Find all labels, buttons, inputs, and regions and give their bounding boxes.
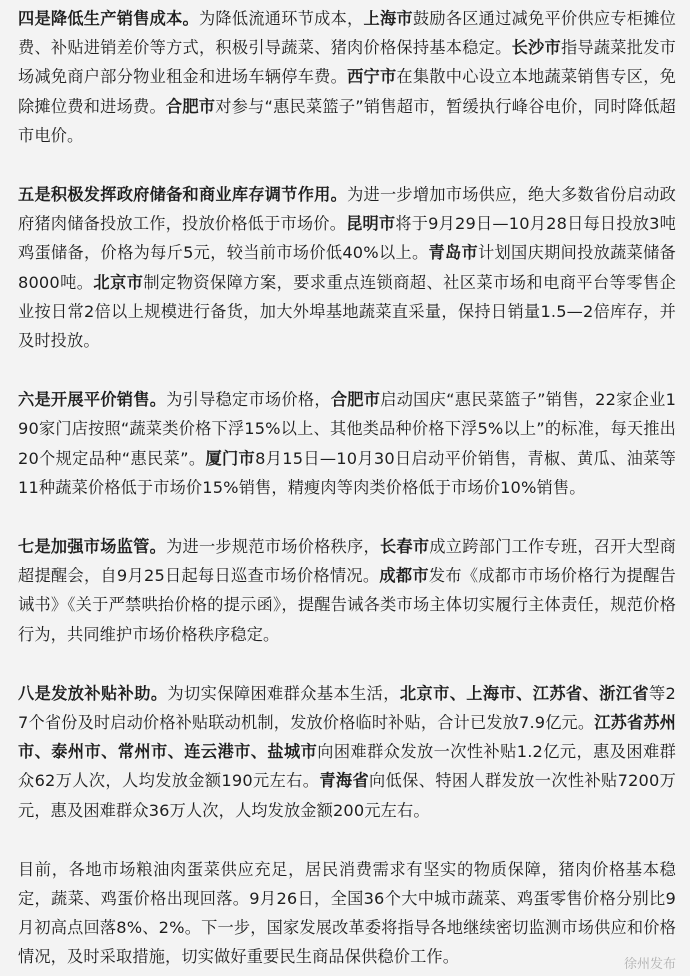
body-text: 在集散中心设立本地蔬菜销售专区，免除摊位费和进场费。 xyxy=(18,67,676,116)
body-text: 启动国庆“惠民菜篮子”销售，22家企业190家门店按照“蔬菜类价格下浮15%以上、其他类品种价格下浮5%以上”的标准，每天推出20个规定品种“惠民菜”。 xyxy=(18,390,677,468)
body-text: 鼓励各区通过减免平价供应专柜摊位费、补贴进销差价等方式，积极引导蔬菜、猪肉价格保持基本稳定。 xyxy=(18,9,676,58)
body-text: 为降低流通环节成本， xyxy=(198,9,364,28)
paragraph-subsidies xyxy=(18,679,676,825)
emphasis-text: 青海省 xyxy=(319,771,370,791)
emphasis-text: 成都市 xyxy=(379,566,429,586)
body-text: 为切实保障困难群众基本生活， xyxy=(167,683,400,703)
emphasis-text: 长沙市 xyxy=(511,38,561,58)
body-text: 8月15日—10月30日启动平价销售，青椒、黄瓜、油菜等11种蔬菜价格低于市场价15%销售，精瘦肉等肉类价格低于市场价10%销售。 xyxy=(18,448,676,497)
emphasis-text: 厦门市 xyxy=(205,448,256,468)
paragraph-reserves xyxy=(18,180,676,355)
body-text: 向困难群众发放一次性补贴1.2亿元，惠及困难群众62万人次，人均发放金额190元左右。 xyxy=(18,742,676,791)
watermark-label: 徐州发布 xyxy=(623,957,676,972)
emphasis-text: 六是开展平价销售。 xyxy=(18,390,167,410)
body-text: 计划国庆期间投放蔬菜储备8000吨。 xyxy=(18,243,676,292)
paragraph-market-supervision xyxy=(18,532,676,649)
body-text: 为进一步增加市场供应，绝大多数省份启动政府猪肉储备投放工作，投放价格低于市场价。 xyxy=(18,185,677,234)
emphasis-text: 昆明市 xyxy=(346,214,396,234)
body-text: 向低保、特困人群发放一次性补贴7200万元，惠及困难群众36万人次，人均发放金额200元左右。 xyxy=(18,771,676,820)
paragraph-reduce-costs xyxy=(18,4,676,150)
paragraph-conclusion xyxy=(18,855,676,972)
body-text: 目前，各地市场粮油肉蛋菜供应充足，居民消费需求有坚实的物质保障，猪肉价格基本稳定，蔬菜、鸡蛋价格出现回落。9月26日，全国36个大中城市蔬菜、鸡蛋零售价格分别比9月初高点回落8%、2%。下一步，国家发展改革委将指导各地继续密切监测市场供应和价格情况，及时采取措施，切实做好重要民生商品保供稳价工作。 xyxy=(18,859,676,967)
emphasis-text: 青岛市 xyxy=(428,243,479,263)
body-text: 发布《成都市市场价格行为提醒告诫书》《关于严禁哄抬价格的提示函》，提醒告诫各类市场主体切实履行主体责任，规范价格行为，共同维护市场价格秩序稳定。 xyxy=(18,566,676,644)
emphasis-text: 北京市 xyxy=(93,272,144,292)
emphasis-text: 八是发放补贴补助。 xyxy=(18,683,168,703)
emphasis-text: 长春市 xyxy=(379,537,430,557)
body-text: 将于9月29日—10月28日每日投放3吨鸡蛋储备，价格为每斤5元，较当前市场价低40%以上。 xyxy=(18,214,676,263)
body-text: 为引导稳定市场价格， xyxy=(166,390,331,410)
body-text: 对参与“惠民菜篮子”销售超市，暂缓执行峰谷电价，同时降低超市电价。 xyxy=(18,96,676,145)
body-text: 制定物资保障方案，要求重点连锁商超、社区菜市场和电商平台等零售企业按日常2倍以上规模进行备货，加大外埠基地蔬菜直采量，保持日销量1.5—2倍库存，并及时投放。 xyxy=(18,272,676,351)
paragraph-affordable-sales xyxy=(18,385,676,502)
emphasis-text: 五是积极发挥政府储备和商业库存调节作用。 xyxy=(18,185,348,205)
body-text: 为进一步规范市场价格秩序， xyxy=(166,537,380,557)
emphasis-text: 江苏省苏州市、泰州市、常州市、连云港市、盐城市 xyxy=(18,713,677,762)
emphasis-text: 七是加强市场监管。 xyxy=(18,537,167,557)
body-text: 等27个省份及时启动价格补贴联动机制，发放价格临时补贴，合计已发放7.9亿元。 xyxy=(18,683,676,733)
emphasis-text: 合肥市 xyxy=(330,390,381,410)
emphasis-text: 四是降低生产销售成本。 xyxy=(18,9,199,28)
emphasis-text: 西宁市 xyxy=(347,67,397,87)
body-text: 指导蔬菜批发市场减免商户部分物业租金和进场车辆停车费。 xyxy=(18,38,676,87)
body-text: 成立跨部门工作专班，召开大型商超提醒会，自9月25日起每日巡查市场价格情况。 xyxy=(18,537,676,586)
emphasis-text: 北京市、上海市、江苏省、浙江省 xyxy=(399,683,649,703)
emphasis-text: 上海市 xyxy=(363,9,413,28)
emphasis-text: 合肥市 xyxy=(165,96,216,116)
